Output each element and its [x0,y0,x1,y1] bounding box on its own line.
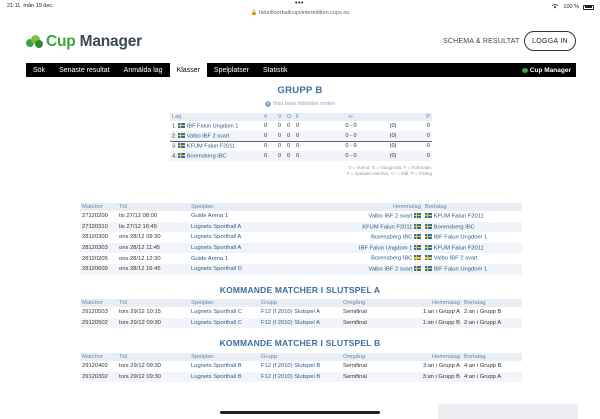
stat-points: 0 [426,123,430,129]
sweden-flag-icon [414,255,421,260]
position: 1. [172,123,177,130]
home-team[interactable]: Borensberg IBC [371,234,413,241]
playoff-a-header [80,299,522,307]
stat-points: 0 [412,131,432,141]
group-title: GRUPP B [277,85,323,96]
home-placeholder: 1:an i Grupp A [422,309,460,316]
sweden-flag-icon [414,213,421,218]
match-time: tis 27/12 08:00 [119,213,158,220]
match-time: ons 28/12 11:45 [117,243,189,254]
match-time: ons 28/12 09:30 [119,234,161,241]
stat-points: 0 [412,151,432,161]
col-away: Bortalag [462,353,522,361]
away-team[interactable]: KFUM Falun F2011 [433,213,484,220]
group-matches-table [80,203,522,275]
venue-link[interactable]: Lugnets Sporthall C [189,318,259,329]
match-time: tors 29/12 10:15 [119,309,161,316]
match-time: tors 29/12 09:30 [117,318,189,329]
standings-row [170,141,432,151]
stat-lost: 0 [296,123,300,129]
playoff-b-title: KOMMANDE MATCHER I SLUTSPEL B [219,338,381,348]
home-team[interactable]: IBF Falun Ungdom 1 [358,245,413,252]
home-team-cell[interactable] [309,253,423,264]
only-mutual-matches-toggle[interactable]: ? Visa bara inbördes möten [266,101,336,107]
col-diff [374,113,412,121]
standings-row [170,121,432,131]
battery-label: 100 % [563,4,579,10]
playoff-row[interactable] [80,318,522,329]
col-points: P [412,113,432,121]
sweden-flag-icon [178,153,185,158]
col-away: Bortalag [462,299,522,307]
match-time: tis 27/12 16:45 [117,222,189,233]
playoff-row[interactable] [80,372,522,383]
group-link[interactable]: F12 (f 2010) Slutspel A [261,309,320,316]
stat-diff: (0) [389,123,397,129]
col-won: V [276,113,285,121]
sweden-flag-icon [425,224,432,229]
away-team-cell[interactable] [423,243,522,254]
sweden-flag-icon [425,234,432,239]
logo-mark-icon [26,35,44,49]
lock-icon: 🔒 [250,10,258,16]
col-home: Hemmalag [398,299,462,307]
playoff-a-title: KOMMANDE MATCHER I SLUTSPEL A [219,285,381,295]
match-number: 28120609 [80,264,117,275]
playoff-b-header [80,353,522,361]
venue-link[interactable]: Lugnets Sporthall D [189,264,309,275]
standings-row [170,131,432,141]
nav-logo-icon [522,68,528,73]
col-group: Grupp [259,353,341,361]
group-link[interactable]: F12 (f 2010) Slutspel A [259,318,341,329]
stat-goals: 0 - 0 [328,151,374,161]
playoff-row[interactable] [80,361,522,372]
playoff-a-table [80,299,522,328]
col-home: Hemmalag [309,203,423,211]
home-team[interactable]: Borensberg IBC [371,255,413,262]
group-link[interactable]: F12 (f 2010) Slutspel B [259,372,341,383]
away-team-cell[interactable] [423,232,522,243]
col-venue: Spelplan [189,203,309,211]
match-number: 27120310 [80,222,117,233]
cup-manager-logo[interactable]: Cup Manager [26,33,142,51]
stat-played: 0 [264,123,268,129]
nav-item-classes[interactable]: Klasser [170,63,207,77]
team-name[interactable]: IBF Falun Ungdom 1 [186,123,239,130]
playoff-b-table [80,353,522,382]
stat-draw: 0 [287,123,291,129]
nav-item-venues[interactable]: Spelplatser [213,66,249,74]
col-goals: +/- [328,113,374,121]
standings-header [170,113,432,121]
team-name[interactable]: Valbo IBF 2 svart [186,133,230,139]
home-team-cell[interactable] [309,243,423,254]
col-time: Tid [117,299,189,307]
home-team[interactable]: KFUM Falun F2011 [362,224,413,231]
match-time: tors 29/12 09:30 [119,363,161,370]
match-row[interactable] [80,243,522,254]
position: 4. [172,153,177,160]
sweden-flag-icon [414,224,421,229]
away-team[interactable]: IBF Falun Ungdom 1 [433,266,488,273]
col-time: Tid [117,203,189,211]
position: 2. [172,133,177,139]
tab-dots[interactable]: ••• [295,0,304,7]
group-link[interactable]: F12 (f 2010) Slutspel B [261,363,321,370]
sweden-flag-icon [414,266,421,271]
stat-diff: (0) [374,151,412,161]
stat-lost: 0 [294,141,328,151]
nav-item-latest-results[interactable]: Senaste resultat [59,66,110,74]
away-placeholder: 2:an i Grupp B [464,309,502,316]
stat-diff: (0) [374,141,412,151]
stat-draw: 0 [285,131,294,141]
home-team-cell[interactable] [309,222,423,233]
home-team-cell[interactable] [309,264,423,275]
away-team-cell[interactable] [423,211,522,222]
nav-item-registered-teams[interactable]: Anmälda lag [123,66,163,74]
match-number: 27120200 [82,213,108,220]
nav-item-statistics[interactable]: Statistik [262,66,288,74]
match-number: 28120205 [82,255,108,262]
playoff-row[interactable] [80,307,522,318]
position: 3. [172,143,177,150]
home-team-cell[interactable] [309,211,423,222]
team-cell[interactable] [170,151,262,161]
nav-logo: Cup Manager [522,63,576,77]
match-row[interactable] [80,222,522,233]
sweden-flag-icon [425,266,432,271]
match-number: 29120503 [82,309,108,316]
home-team-cell[interactable] [309,232,423,243]
col-round: Omgång [341,299,398,307]
main-nav [26,63,576,77]
col-played: # [262,113,276,121]
away-placeholder: 4:an i Grupp B [464,363,502,370]
home-placeholder: 1:an i Grupp B [398,318,462,329]
match-row[interactable] [80,253,522,264]
login-button[interactable]: LOGGA IN [524,31,576,51]
stat-won: 0 [276,151,285,161]
team-cell[interactable] [170,131,262,141]
home-team[interactable]: Valbo IBF 2 svart [368,266,413,273]
sweden-flag-icon [178,123,185,128]
stat-lost: 0 [294,151,328,161]
col-away: Bortalag [423,203,522,211]
col-lost: F [294,113,328,121]
away-team-cell[interactable] [423,253,522,264]
venue-link[interactable]: Guide Arena 1 [191,255,229,262]
corner-panel [438,404,578,419]
away-team[interactable]: KFUM Falun F2011 [433,245,484,252]
col-time: Tid [117,353,189,361]
sweden-flag-icon [414,245,421,250]
standings-legend: V = Vunna, O = Oavgjorda, F = Förlorade, # = Spelade matcher, +/- = Mål, P = Poäng [346,165,432,176]
sweden-flag-icon [425,255,432,260]
sweden-flag-icon [414,234,421,239]
stat-points: 0 [412,141,432,151]
home-placeholder: 3:an i Grupp B [398,372,462,383]
col-round: Omgång [341,353,398,361]
venue-link[interactable]: Guide Arena 1 [191,213,229,220]
team-cell[interactable] [170,121,262,131]
home-team[interactable]: Valbo IBF 2 svart [368,213,413,220]
sweden-flag-icon [425,245,432,250]
stat-draw: 0 [285,141,294,151]
match-row[interactable] [80,232,522,243]
match-number: 29120402 [82,363,108,370]
standings-table [170,113,432,161]
status-time: 21:11 mån 19 dec. [7,3,54,9]
away-placeholder: 2:an i Grupp A [462,318,522,329]
sweden-flag-icon [425,213,432,218]
match-number: 29120302 [80,372,117,383]
matches-header [80,203,522,211]
col-home: Hemmalag [398,353,462,361]
home-indicator[interactable] [220,411,380,414]
col-venue: Spelplan [189,299,259,307]
stat-won: 0 [276,131,285,141]
stat-won: 0 [276,141,285,151]
match-row[interactable] [80,211,522,222]
stat-diff: (0) [374,131,412,141]
stat-draw: 0 [285,151,294,161]
sweden-flag-icon [178,143,185,148]
round: Semifinal [341,318,398,329]
col-team: Lag [170,113,262,121]
venue-link[interactable]: Lugnets Sporthall A [191,234,242,241]
team-name[interactable]: Borensberg IBC [186,153,227,160]
match-time: ons 28/12 12:30 [119,255,161,262]
col-venue: Spelplan [189,353,259,361]
team-name[interactable]: KFUM Falun F2011 [186,143,236,150]
away-team-cell[interactable] [423,222,522,233]
col-group: Grupp [259,299,341,307]
venue-link[interactable]: Lugnets Sporthall A [189,222,309,233]
round: Semifinal [343,363,367,370]
battery-icon [583,5,594,10]
away-team[interactable]: Valbo IBF 2 svart [433,255,478,262]
match-number: 29120502 [80,318,117,329]
away-team[interactable]: Borensberg IBC [433,224,475,231]
match-time: tors 29/12 09:30 [117,372,189,383]
stat-played: 0 [262,141,276,151]
address-bar[interactable]: 🔒 falunfloorballcupvinteredition.cups.nu [250,10,350,16]
stat-goals: 0 - 0 [345,123,357,129]
round: Semifinal [343,309,367,316]
col-matchnr: Matchnr [80,353,117,361]
schedule-results-link[interactable]: SCHEMA & RESULTAT [443,38,520,45]
team-cell[interactable] [170,141,262,151]
venue-link[interactable]: Lugnets Sporthall C [191,309,242,316]
away-team[interactable]: IBF Falun Ungdom 1 [433,234,488,241]
venue-link[interactable]: Lugnets Sporthall B [189,372,259,383]
venue-link[interactable]: Lugnets Sporthall B [191,363,242,370]
match-number: 28120303 [80,243,117,254]
stat-goals: 0 - 0 [328,131,374,141]
stat-lost: 0 [294,131,328,141]
away-team-cell[interactable] [423,264,522,275]
stat-goals: 0 - 0 [328,141,374,151]
away-placeholder: 4:an i Grupp A [462,372,522,383]
stat-played: 0 [262,151,276,161]
match-number: 28120300 [82,234,108,241]
match-time: ons 28/12 16:45 [117,264,189,275]
match-row[interactable] [80,264,522,275]
help-icon: ? [266,101,269,106]
nav-item-search[interactable]: Sök [33,66,46,74]
venue-link[interactable]: Lugnets Sporthall A [189,243,309,254]
site-header [0,20,600,62]
home-placeholder: 3:an i Grupp A [422,363,460,370]
col-matchnr: Matchnr [80,299,117,307]
col-draw: O [285,113,294,121]
stat-won: 0 [278,123,282,129]
standings-row [170,151,432,161]
round: Semifinal [341,372,398,383]
sweden-flag-icon [178,133,185,138]
col-matchnr: Matchnr [80,203,117,211]
stat-played: 0 [262,131,276,141]
